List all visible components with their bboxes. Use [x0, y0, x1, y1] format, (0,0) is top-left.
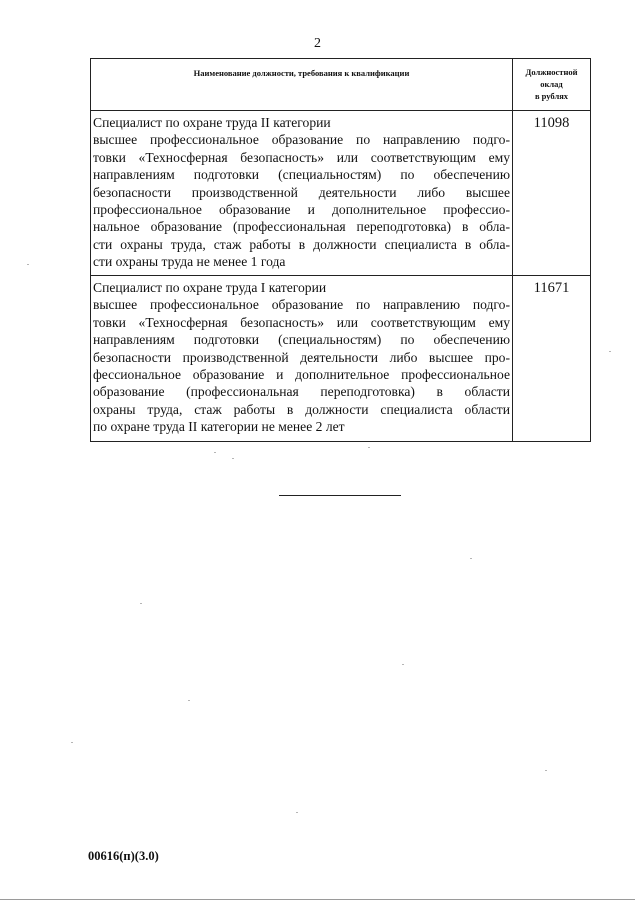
qualification-table [90, 58, 591, 442]
position-title: Специалист по охране труда II категории [93, 115, 331, 130]
requirement-line: по охране труда II категории не менее 2 лет [93, 419, 345, 435]
scan-speck [232, 458, 234, 459]
requirement-line: сти охраны труда не менее 1 года [93, 254, 286, 270]
position-description [91, 276, 513, 442]
requirement-line: образование (профессиональная переподготовка) в области [93, 384, 510, 400]
scan-speck [296, 812, 298, 813]
salary-value: 11098 [513, 111, 591, 276]
scan-bottom-edge [0, 899, 635, 900]
document-code: 00616(п)(3.0) [88, 849, 159, 863]
scan-speck [545, 770, 547, 771]
table-row [91, 276, 591, 442]
requirement-line: высшее профессиональное образование по направлению подго- [93, 297, 510, 313]
end-of-document-rule [279, 495, 401, 496]
requirement-line: товки «Техносферная безопасность» или соответствующим ему [93, 149, 510, 165]
scan-speck [27, 264, 29, 265]
scan-speck [140, 603, 142, 604]
table-row [91, 111, 591, 276]
requirement-line: направлениям подготовки (специальностям) по обеспечению [93, 332, 510, 348]
page-number: 2 [314, 36, 321, 51]
requirement-line: товки «Техносферная безопасность» или соответствующим ему [93, 314, 510, 330]
scan-speck [71, 742, 73, 743]
scan-speck [609, 351, 611, 352]
header-salary [513, 59, 591, 111]
salary-value: 11671 [513, 276, 591, 442]
requirement-line: сти охраны труда, стаж работы в должности специалиста в обла- [93, 236, 510, 252]
requirement-line: профессиональное образование и дополнительное профессио- [93, 202, 510, 218]
requirement-line: нальное образование (профессиональная переподготовка) в обла- [93, 219, 510, 235]
header-position: Наименование должности, требования к квалификации [91, 59, 513, 111]
requirement-line: охраны труда, стаж работы в должности специалиста области [93, 401, 510, 417]
table-header-row [91, 59, 591, 111]
requirement-line: высшее профессиональное образование по направлению подго- [93, 132, 510, 148]
header-salary-line: оклад [540, 79, 563, 89]
requirement-line: безопасности производственной деятельности либо высшее [93, 184, 510, 200]
requirement-line: фессиональное образование и дополнительное профессиональное [93, 367, 510, 383]
header-salary-line: Должностной [525, 67, 578, 77]
scan-speck [188, 700, 190, 701]
position-title: Специалист по охране труда I категории [93, 280, 327, 295]
requirement-line: направлениям подготовки (специальностям) по обеспечению [93, 167, 510, 183]
position-description [91, 111, 513, 276]
scan-speck [470, 558, 472, 559]
header-salary-line: в рублях [534, 91, 569, 101]
scan-speck [402, 664, 404, 665]
requirement-line: безопасности производственной деятельности либо высшее про- [93, 349, 510, 365]
scan-speck [214, 452, 216, 453]
scan-speck [368, 447, 370, 448]
